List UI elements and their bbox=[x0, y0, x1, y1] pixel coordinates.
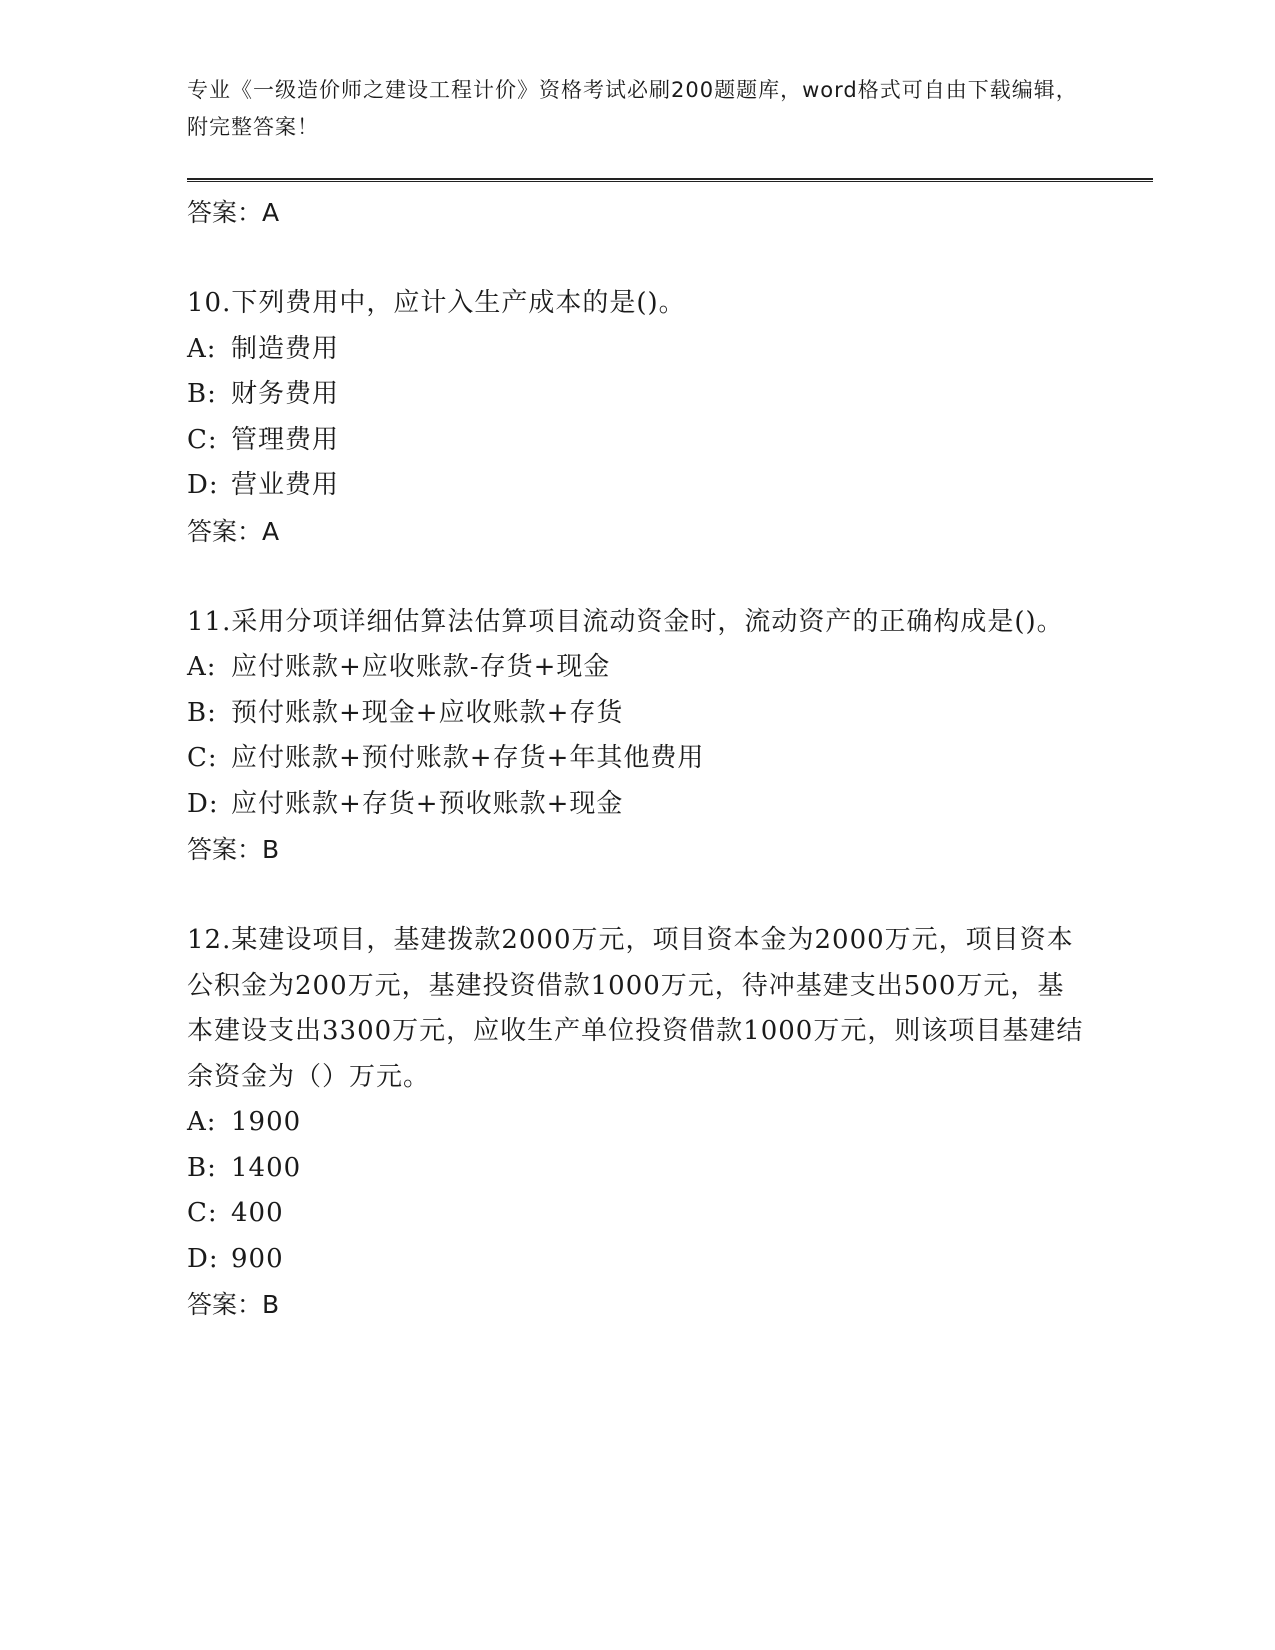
option-text: 预付账款+现金+应收账款+存货 bbox=[231, 697, 624, 728]
option-text: 应付账款+应收账款-存货+现金 bbox=[231, 652, 611, 682]
question-12 bbox=[187, 918, 1087, 1327]
option-b bbox=[187, 691, 1087, 737]
option-letter: C: bbox=[187, 1198, 218, 1228]
document-body bbox=[187, 190, 1087, 1327]
option-letter: D: bbox=[187, 788, 219, 819]
page-header: 专业《一级造价师之建设工程计价》资格考试必刷200题题库，word格式可自由下载编辑，附完整答案！ bbox=[187, 78, 1078, 139]
header-divider bbox=[187, 178, 1153, 182]
option-letter: A: bbox=[187, 652, 217, 682]
option-letter: A: bbox=[187, 1107, 217, 1137]
option-text: 制造费用 bbox=[231, 333, 340, 364]
option-letter: C: bbox=[187, 743, 218, 773]
option-letter: C: bbox=[187, 424, 218, 455]
option-text: 管理费用 bbox=[231, 424, 340, 455]
option-c bbox=[187, 1191, 1087, 1237]
answer-line: 答案：A bbox=[187, 198, 280, 227]
question-text: 10.下列费用中，应计入生产成本的是()。 bbox=[187, 288, 686, 318]
option-text: 营业费用 bbox=[231, 470, 340, 500]
option-text: 900 bbox=[231, 1243, 284, 1274]
question-10 bbox=[187, 281, 1087, 554]
answer-line: 答案：B bbox=[187, 1290, 280, 1319]
question-11 bbox=[187, 600, 1087, 873]
option-text: 财务费用 bbox=[231, 379, 340, 409]
option-b bbox=[187, 1146, 1087, 1192]
question-text: 11.采用分项详细估算法估算项目流动资金时，流动资产的正确构成是()。 bbox=[187, 606, 1064, 637]
option-b bbox=[187, 372, 1087, 418]
option-letter: D: bbox=[187, 1243, 219, 1274]
option-text: 应付账款+存货+预收账款+现金 bbox=[231, 788, 624, 819]
option-a bbox=[187, 327, 1087, 373]
option-d bbox=[187, 463, 1087, 509]
option-letter: D: bbox=[187, 470, 219, 500]
option-letter: B: bbox=[187, 379, 217, 409]
option-d bbox=[187, 1237, 1087, 1283]
question-text: 12.某建设项目，基建拨款2000万元，项目资本金为2000万元，项目资本公积金为200万元，基建投资借款1000万元，待冲基建支出500万元，基本建设支出3300万元，应收生产单位投资借款1000万元，则该项目基建结余资金为（）万元。 bbox=[187, 925, 1084, 1092]
option-a bbox=[187, 645, 1087, 691]
option-a bbox=[187, 1100, 1087, 1146]
option-letter: B: bbox=[187, 697, 217, 728]
option-text: 1400 bbox=[231, 1152, 302, 1183]
option-c bbox=[187, 418, 1087, 464]
option-c bbox=[187, 736, 1087, 782]
option-letter: B: bbox=[187, 1152, 217, 1183]
option-text: 1900 bbox=[231, 1107, 302, 1137]
option-text: 应付账款+预付账款+存货+年其他费用 bbox=[231, 743, 705, 773]
option-d bbox=[187, 782, 1087, 828]
answer-line: 答案：A bbox=[187, 516, 280, 546]
option-text: 400 bbox=[231, 1198, 284, 1228]
answer-line: 答案：B bbox=[187, 835, 280, 864]
option-letter: A: bbox=[187, 333, 217, 364]
